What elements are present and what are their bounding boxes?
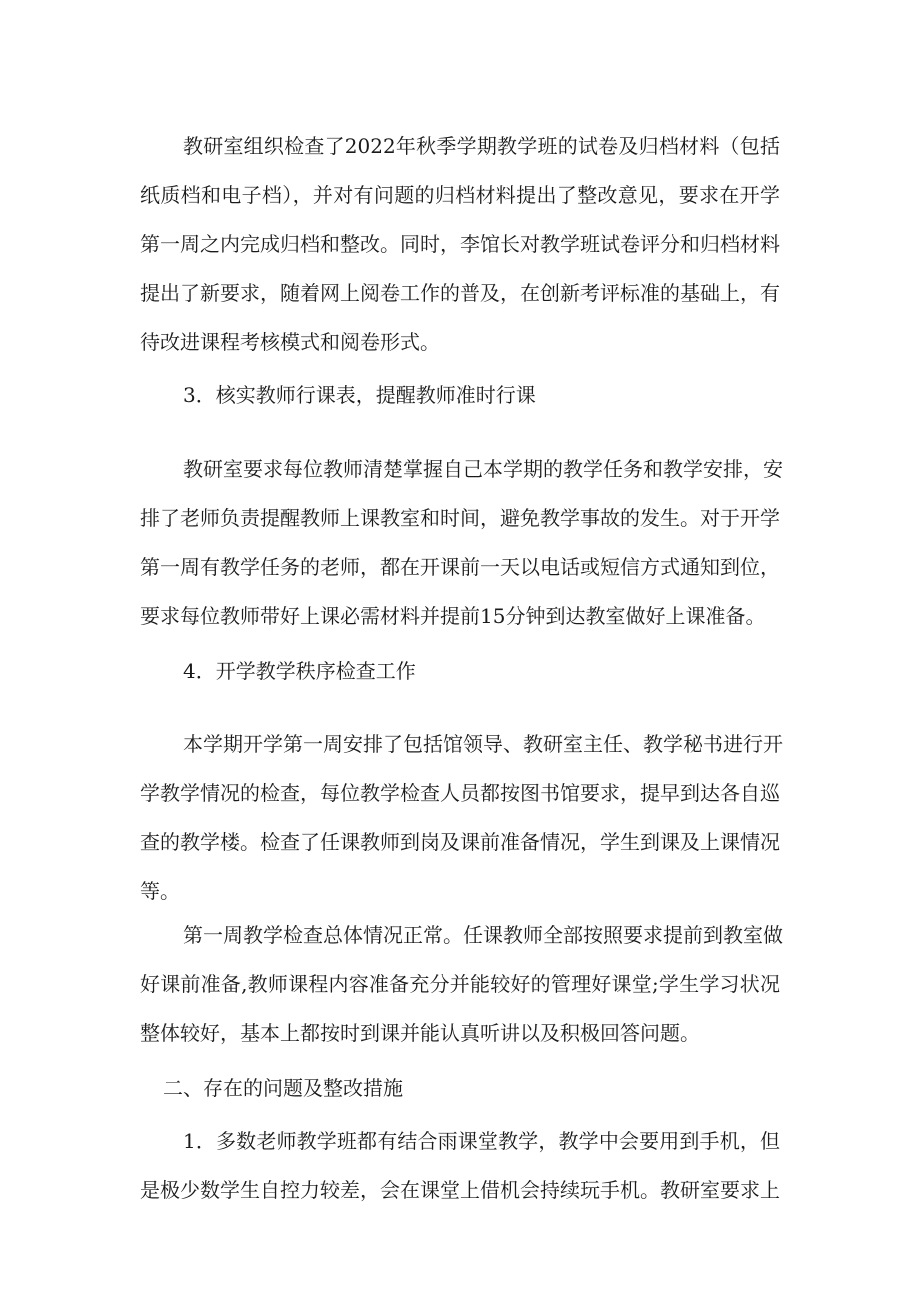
paragraph-4-line-2: 好课前准备,教师课程内容准备充分并能较好的管理好课堂;学生学习状况 <box>140 972 780 996</box>
paragraph-2-line-1: 教研室要求每位教师清楚掌握自己本学期的教学任务和教学安排，安 <box>183 457 783 481</box>
paragraph-5-line-2: 是极少数学生自控力较差，会在课堂上借机会持续玩手机。教研室要求上 <box>140 1178 780 1202</box>
paragraph-1-line-3: 第一周之内完成归档和整改。同时，李馆长对教学班试卷评分和归档材料 <box>140 232 780 256</box>
paragraph-2-line-2: 排了老师负责提醒教师上课教室和时间，避免教学事故的发生。对于开学 <box>140 506 780 530</box>
section-2-heading: 二、存在的问题及整改措施 <box>163 1076 403 1100</box>
section-heading-3: 3．核实教师行课表，提醒教师准时行课 <box>183 383 536 407</box>
paragraph-2-line-3: 第一周有教学任务的老师，都在开课前一天以电话或短信方式通知到位， <box>140 555 780 579</box>
paragraph-2-line-4: 要求每位教师带好上课必需材料并提前15分钟到达教室做好上课准备。 <box>140 604 766 628</box>
paragraph-1-line-5: 待改进课程考核模式和阅卷形式。 <box>140 330 440 354</box>
paragraph-5-line-1: 1．多数老师教学班都有结合雨课堂教学，教学中会要用到手机，但 <box>183 1129 780 1153</box>
paragraph-4-line-1: 第一周教学检查总体情况正常。任课教师全部按照要求提前到教室做 <box>183 923 783 947</box>
paragraph-1-line-4: 提出了新要求，随着网上阅卷工作的普及，在创新考评标准的基础上，有 <box>140 281 780 305</box>
paragraph-3-line-1: 本学期开学第一周安排了包括馆领导、教研室主任、教学秘书进行开 <box>183 732 783 756</box>
section-heading-4: 4．开学教学秩序检查工作 <box>183 659 416 683</box>
paragraph-3-line-4: 等。 <box>140 879 180 903</box>
paragraph-1-line-1: 教研室组织检查了2022年秋季学期教学班的试卷及归档材料（包括 <box>183 134 780 158</box>
paragraph-3-line-3: 查的教学楼。检查了任课教师到岗及课前准备情况，学生到课及上课情况 <box>140 830 780 854</box>
paragraph-4-line-3: 整体较好，基本上都按时到课并能认真听讲以及积极回答问题。 <box>140 1021 700 1045</box>
paragraph-1-line-2: 纸质档和电子档），并对有问题的归档材料提出了整改意见，要求在开学 <box>140 183 780 207</box>
paragraph-3-line-2: 学教学情况的检查，每位教学检查人员都按图书馆要求，提早到达各自巡 <box>140 781 780 805</box>
